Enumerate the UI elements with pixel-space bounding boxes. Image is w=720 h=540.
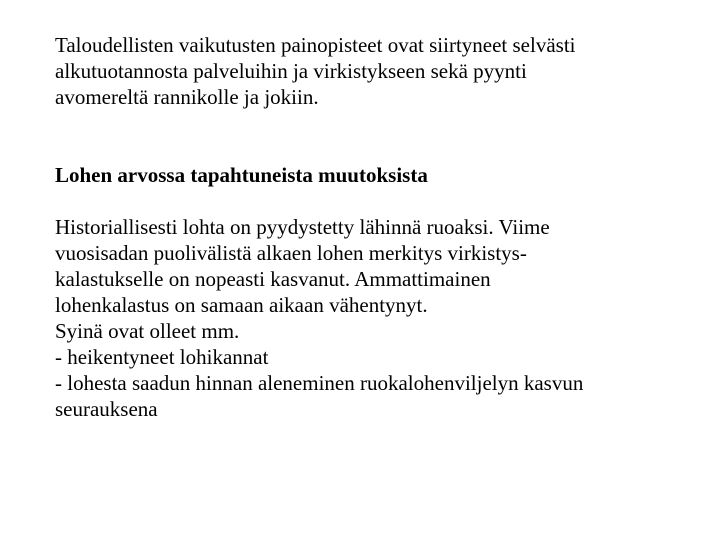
slide-content	[55, 32, 685, 422]
intro-paragraph: Taloudellisten vaikutusten painopisteet ovat siirtyneet selvästi alkutuotannosta palveluihin ja virkistykseen sekä pyynti avomereltä rannikolle ja jokiin.	[55, 33, 576, 109]
reasons-intro: Syinä ovat olleet mm.	[55, 319, 240, 343]
reason-item-2: - lohesta saadun hinnan aleneminen ruokalohenviljelyn kasvun seurauksena	[55, 371, 584, 421]
body-paragraph: Historiallisesti lohta on pyydystetty lähinnä ruoaksi. Viime vuosisadan puolivälistä alkaen lohen merkitys virkistys- kalastukselle on nopeasti kasvanut. Ammattimainen lohenkalastus on samaan aikaan vähentynyt.	[55, 215, 550, 317]
section-heading: Lohen arvossa tapahtuneista muutoksista	[55, 163, 428, 187]
reason-item-1: - heikentyneet lohikannat	[55, 345, 269, 369]
